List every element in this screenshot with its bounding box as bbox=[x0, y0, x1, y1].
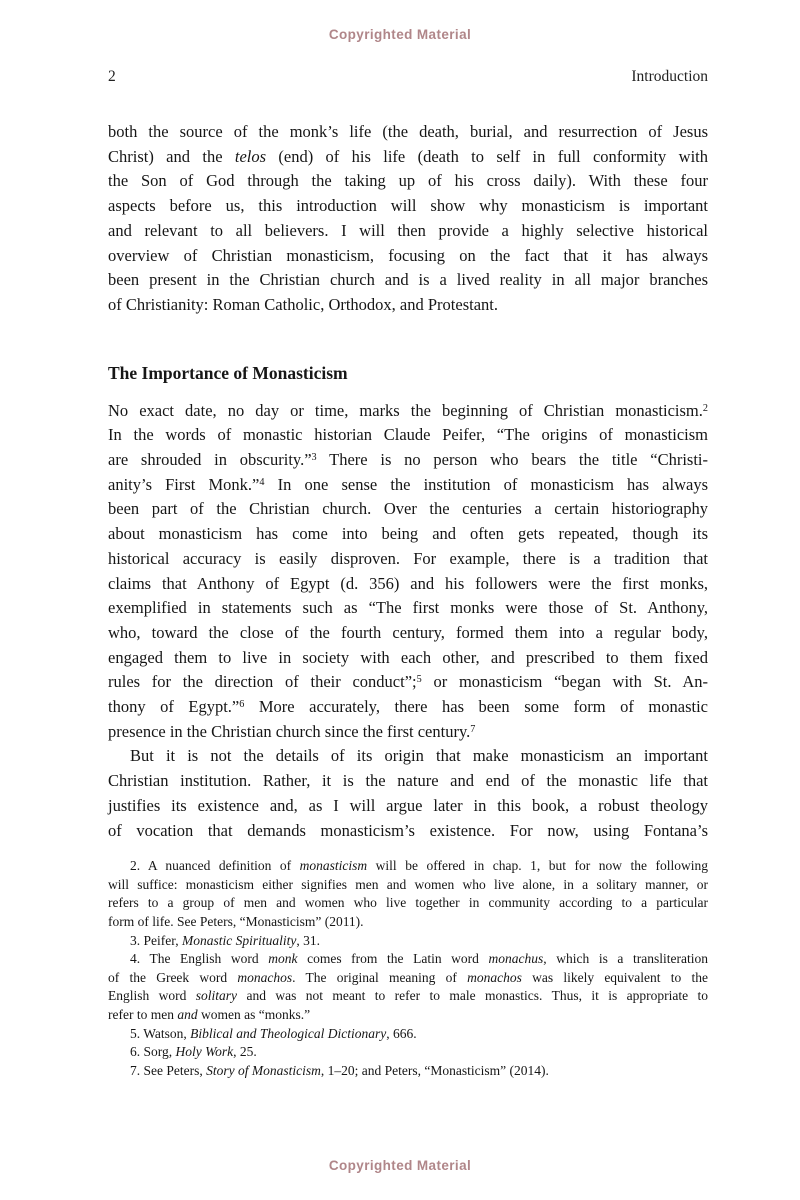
footnote-line: refers to a group of men and women who live together in community according to a particular bbox=[108, 895, 708, 911]
footnote-line: of the Greek word monachos. The original meaning of monachos was likely equivalent to the bbox=[108, 969, 709, 985]
paragraph bbox=[108, 744, 708, 843]
text-line: exemplified in statements such as “The first monks were those of St. Anthony, bbox=[108, 598, 708, 618]
text-line: of vocation that demands monasticism’s existence. For now, using Fontana’s bbox=[108, 820, 708, 840]
footnote bbox=[108, 932, 708, 951]
text-line: the Son of God through the taking up of his cross daily). With these four bbox=[108, 171, 708, 191]
footnote bbox=[108, 1062, 708, 1081]
text-line: thony of Egypt.”$^6$ More accurately, there has been some form of monastic bbox=[108, 697, 708, 717]
section-heading: The Importance of Monasticism bbox=[108, 362, 348, 383]
text-line: No exact date, no day or time, marks the beginning of Christian monasticism.$^2$ bbox=[108, 400, 708, 420]
italic-text: monk bbox=[268, 951, 298, 967]
text-line: overview of Christian monasticism, focusing on the fact that it has always bbox=[108, 245, 708, 265]
text-line: rules for the direction of their conduct”;$^5$ or monasticism “began with St. An- bbox=[108, 672, 708, 692]
page-number: 2 bbox=[108, 68, 116, 85]
footnote-ref: 4 bbox=[259, 476, 265, 488]
paragraph bbox=[108, 399, 708, 745]
footnote-line: will suffice: monasticism either signifies men and women who live alone, in a solitary manner, or bbox=[108, 876, 708, 892]
footnote bbox=[108, 857, 708, 931]
text-line: and relevant to all believers. I will then provide a highly selective historical bbox=[108, 220, 708, 240]
text-line: presence in the Christian church since the first century.$^7$ bbox=[108, 721, 476, 741]
watermark-bottom: Copyrighted Material bbox=[328, 1158, 472, 1173]
watermark-top: Copyrighted Material bbox=[328, 27, 472, 42]
footnote-line: 2. A nuanced definition of monasticism will be offered in chap. 1, but for now the following bbox=[130, 858, 708, 874]
text-line: about monasticism has come into being and often gets repeated, though its bbox=[108, 524, 708, 544]
text-line: anity’s First Monk.”$^4$ In one sense the institution of monasticism has always bbox=[108, 474, 708, 494]
footnote bbox=[108, 1043, 708, 1062]
footnote-line: English word solitary and was not meant to refer to male monastics. Thus, it is appropriate to bbox=[108, 988, 709, 1004]
text-line: historical accuracy is easily disproven. For example, there is a tradition that bbox=[108, 548, 708, 568]
italic-text: and bbox=[177, 1007, 198, 1023]
text-line: been present in the Christian church and is a lived reality in all major branches bbox=[108, 270, 708, 290]
footnote-line: 6. Sorg, Holy Work, 25. bbox=[130, 1044, 257, 1060]
footnote bbox=[108, 1025, 708, 1044]
italic-text: monasticism bbox=[299, 858, 368, 874]
italic-text: monachos bbox=[467, 969, 522, 985]
footnote bbox=[108, 950, 708, 1024]
text-line: justifies its existence and, as I will argue later in this book, a robust theology bbox=[108, 795, 708, 815]
text-line: been part of the Christian church. Over the centuries a certain historiography bbox=[108, 499, 708, 519]
italic-text: monachos bbox=[237, 969, 293, 985]
text-line: engaged them to live in society with each other, and prescribed to them fixed bbox=[108, 647, 708, 667]
text-column bbox=[108, 120, 708, 1080]
footnotes bbox=[108, 857, 708, 1080]
text-line: But it is not the details of its origin that make monasticism an important bbox=[130, 746, 708, 766]
italic-text: Story of Monasticism bbox=[206, 1062, 321, 1078]
text-line: Christian institution. Rather, it is the nature and end of the monastic life that bbox=[108, 771, 708, 791]
paragraph bbox=[108, 120, 708, 318]
italic-text: Biblical and Theological Dictionary bbox=[190, 1025, 387, 1041]
text-line: who, toward the close of the fourth century, formed them into a regular body, bbox=[108, 622, 708, 642]
text-line: claims that Anthony of Egypt (d. 356) and his followers were the first monks, bbox=[108, 573, 708, 593]
text-line: are shrouded in obscurity.”$^3$ There is no person who bears the title “Christi- bbox=[108, 450, 708, 470]
footnote-ref: 5 bbox=[416, 674, 422, 686]
italic-text: solitary bbox=[195, 988, 238, 1004]
footnote-line: 3. Peifer, Monastic Spirituality, 31. bbox=[130, 932, 320, 948]
italic-text: Holy Work bbox=[175, 1044, 234, 1060]
footnote-line: 4. The English word monk comes from the Latin word monachus, which is a transliteration bbox=[130, 951, 708, 967]
footnote-ref: 6 bbox=[239, 698, 245, 710]
italic-text: Monastic Spirituality bbox=[181, 932, 297, 948]
footnote-line: 7. See Peters, Story of Monasticism, 1–20; and Peters, “Monasticism” (2014). bbox=[130, 1062, 549, 1078]
footnote-ref: 7 bbox=[470, 723, 476, 735]
italic-text: telos bbox=[234, 146, 267, 166]
running-header bbox=[108, 68, 708, 86]
text-line: Christ) and the telos (end) of his life (death to self in full conformity with bbox=[108, 146, 708, 166]
footnote-ref: 2 bbox=[702, 402, 708, 414]
body-text bbox=[108, 120, 708, 843]
text-line: of Christianity: Roman Catholic, Orthodox, and Protestant. bbox=[108, 294, 498, 314]
running-title: Introduction bbox=[631, 68, 708, 85]
footnote-ref: 3 bbox=[311, 451, 317, 463]
text-line: aspects before us, this introduction will show why monasticism is important bbox=[108, 196, 708, 216]
footnote-line: refer to men and women as “monks.” bbox=[108, 1007, 311, 1023]
text-line: In the words of monastic historian Claude Peifer, “The origins of monasticism bbox=[108, 425, 708, 445]
footnote-line: form of life. See Peters, “Monasticism” (2011). bbox=[108, 914, 364, 930]
text-line: both the source of the monk’s life (the death, burial, and resurrection of Jesus bbox=[108, 122, 708, 141]
footnote-line: 5. Watson, Biblical and Theological Dictionary, 666. bbox=[130, 1025, 417, 1041]
italic-text: monachus bbox=[488, 951, 544, 967]
